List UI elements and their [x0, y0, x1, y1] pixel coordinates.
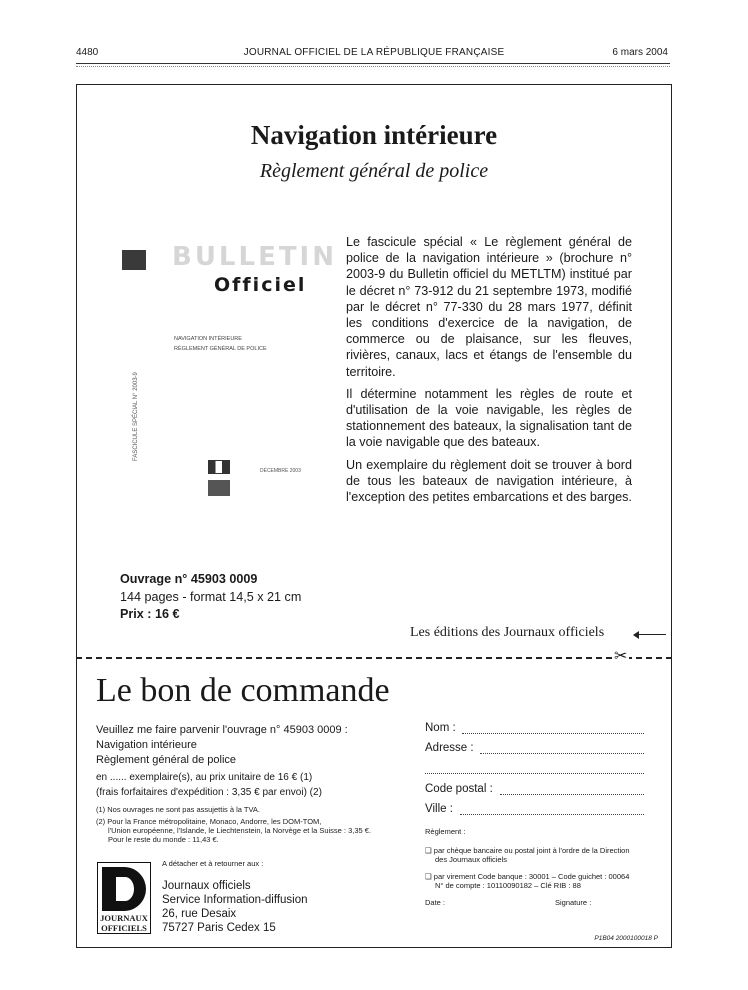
- cover-officiel-word: Officiel: [214, 274, 307, 296]
- editions-label: Les éditions des Journaux officiels: [410, 625, 605, 640]
- field-code-postal-input[interactable]: [500, 794, 644, 795]
- cover-line-2: RÈGLEMENT GÉNÉRAL DE POLICE: [174, 346, 267, 352]
- order-line-2: Navigation intérieure: [96, 739, 197, 751]
- desc-paragraph-1: Le fascicule spécial « Le règlement général de police de la navigation intérieure » (brochure n° 2003-9 du Bulletin officiel du METLTM) institué par le décret n° 73-912 du 21 septembre 1973, modifié par le décret n° 77-330 du 28 mars 1977, définit les conditions d'exercice de la navigation, de commerce ou de plaisance, sur les fleuves, rivières, canaux, lacs et étangs de l'ensemble du territoire.: [346, 235, 632, 379]
- desc-paragraph-3: Un exemplaire du règlement doit se trouver à bord de tous les bateaux de navigation intérieure, à l'exception des petites embarcations et des barges.: [346, 457, 632, 505]
- payment-option-virement-cont: N° de compte : 10110090182 – Clé RIB : 88: [435, 881, 581, 890]
- date-field[interactable]: Date :: [425, 898, 446, 907]
- cover-line-1: NAVIGATION INTÉRIEURE: [174, 336, 242, 342]
- bulletin-logo-icon: [122, 250, 146, 270]
- issue-date: 6 mars 2004: [612, 47, 668, 58]
- cover-date: DÉCEMBRE 2003: [260, 468, 301, 474]
- reglement-label: Règlement :: [425, 827, 466, 836]
- field-adresse-input[interactable]: [480, 753, 644, 754]
- ad-title: Navigation intérieure: [250, 120, 498, 150]
- note-1: (1) Nos ouvrages ne sont pas assujettis à la TVA.: [96, 805, 260, 814]
- field-nom-label: Nom :: [425, 722, 456, 734]
- ouvrage-number: Ouvrage n° 45903 0009: [120, 572, 258, 586]
- address-line-4: 75727 Paris Cedex 15: [162, 922, 276, 934]
- arrow-left-icon: [634, 634, 666, 635]
- order-shipping-line: (frais forfaitaires d'expédition : 3,35 € par envoi) (2): [96, 787, 322, 798]
- note-2c: Pour le reste du monde : 11,43 €.: [108, 835, 219, 844]
- payment-option-cheque[interactable]: ❑ par chèque bancaire ou postal joint à l'ordre de la Direction: [425, 846, 630, 855]
- field-ville-label: Ville :: [425, 803, 453, 815]
- ad-subtitle: Règlement général de police: [259, 160, 489, 182]
- ouvrage-format: 144 pages - format 14,5 x 21 cm: [120, 590, 302, 604]
- desc-paragraph-2: Il détermine notamment les règles de route et d'utilisation de la voie navigable, les règles de stationnement des bateaux, la signalisation tant de la voie navigable que des bateaux.: [346, 386, 632, 450]
- marianne-logo-icon: [208, 460, 230, 474]
- cut-line: [76, 657, 672, 659]
- cover-side-label: [124, 346, 146, 466]
- scissors-icon: ✂: [614, 648, 628, 665]
- order-line-3: Règlement général de police: [96, 754, 237, 766]
- field-ville-input[interactable]: [460, 814, 644, 815]
- ouvrage-price: Prix : 16 €: [120, 607, 180, 621]
- reference-code: P1B04 2000100018 P: [594, 935, 658, 942]
- header-rule: [76, 63, 670, 64]
- payment-option-cheque-cont: des Journaux officiels: [435, 855, 507, 864]
- journal-title: JOURNAL OFFICIEL DE LA RÉPUBLIQUE FRANÇAISE: [243, 47, 505, 58]
- payment-option-virement[interactable]: ❑ par virement Code banque : 30001 – Code guichet : 00064: [425, 872, 630, 881]
- jo-logo-text-1: JOURNAUX: [100, 913, 148, 923]
- field-adresse-label: Adresse :: [425, 742, 474, 754]
- jo-logo-mark-inner: [116, 877, 134, 901]
- journaux-officiels-logo: [97, 862, 151, 934]
- jo-logo-text-2: OFFICIELS: [101, 923, 147, 933]
- address-line-2: Service Information-diffusion: [162, 894, 308, 906]
- header-rule-dotted: [76, 66, 670, 67]
- cover-side-text: FASCICULE SPÉCIAL N° 2003-9: [133, 372, 139, 461]
- ad-description: [346, 234, 632, 511]
- note-2a: (2) Pour la France métropolitaine, Monaco, Andorre, les DOM-TOM,: [96, 817, 322, 826]
- order-quantity-line[interactable]: en ...... exemplaire(s), au prix unitaire de 16 € (1): [96, 772, 313, 783]
- brochure-cover: [110, 228, 337, 528]
- detach-instruction: A détacher et à retourner aux :: [162, 859, 264, 868]
- address-line-3: 26, rue Desaix: [162, 908, 237, 920]
- signature-field[interactable]: Signature :: [555, 898, 592, 907]
- address-line-1: Journaux officiels: [162, 880, 251, 892]
- ministry-logo-icon: [208, 480, 230, 496]
- field-nom-input[interactable]: [462, 733, 644, 734]
- cover-bulletin-word: BULLETIN: [172, 242, 337, 272]
- field-adresse-input-2[interactable]: [425, 773, 644, 774]
- order-line-1: Veuillez me faire parvenir l'ouvrage n° 45903 0009 :: [96, 724, 348, 736]
- note-2b: l'Union européenne, l'Islande, le Liechtenstein, la Norvège et la Suisse : 3,35 €.: [108, 826, 372, 835]
- field-code-postal-label: Code postal :: [425, 783, 493, 795]
- page-number: 4480: [76, 47, 99, 58]
- order-form-title: Le bon de commande: [96, 672, 390, 709]
